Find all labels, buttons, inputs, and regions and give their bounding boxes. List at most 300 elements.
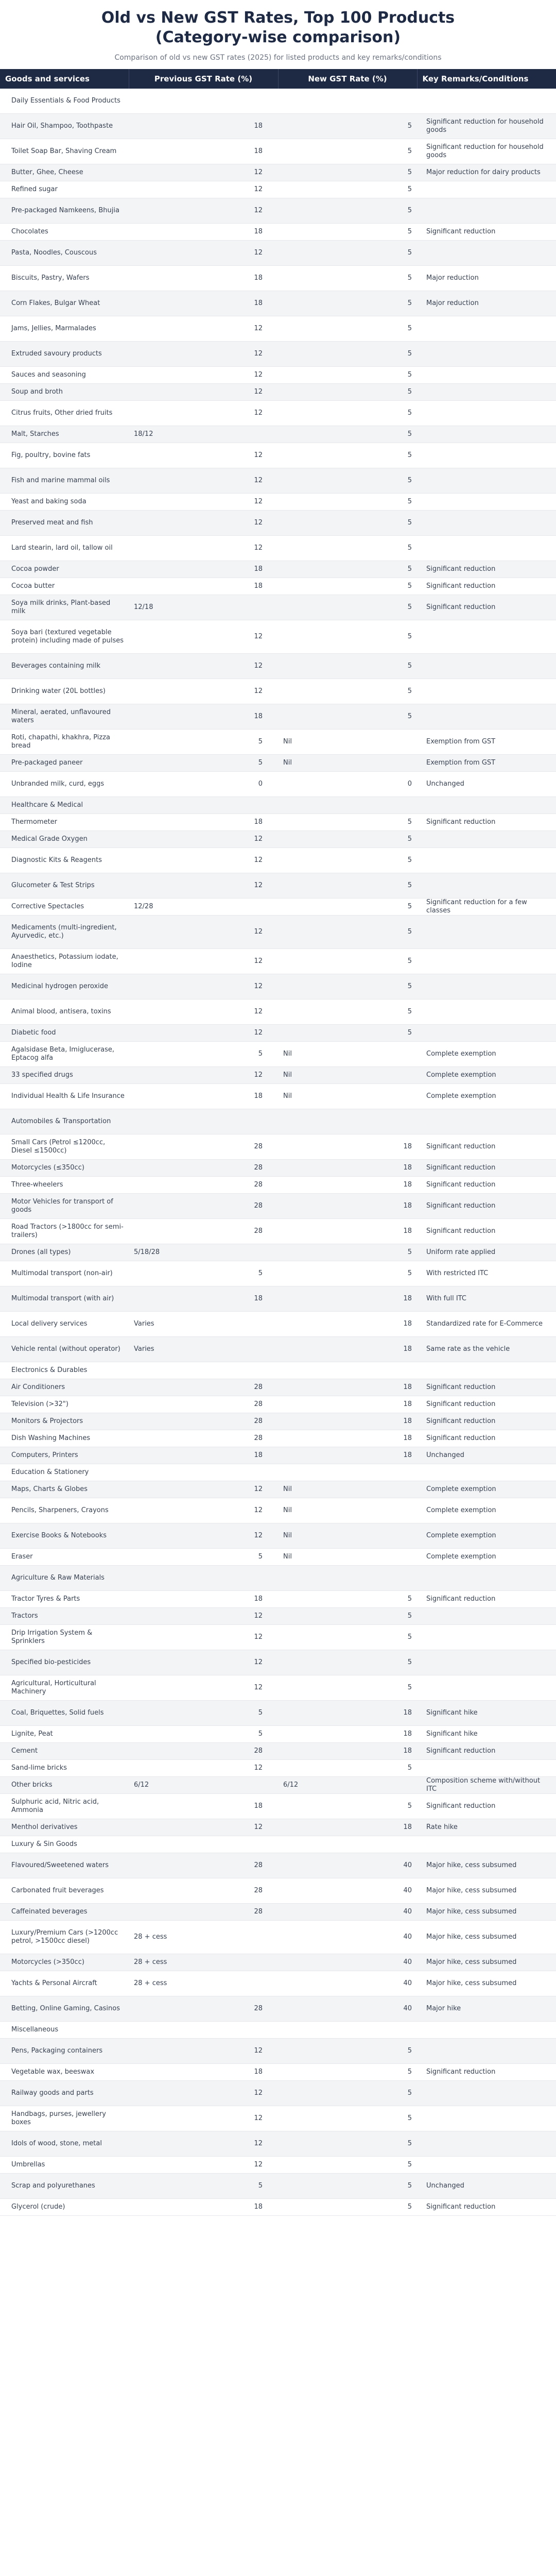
cell-remarks: Complete exemption: [417, 1067, 556, 1084]
previous-rate-text: [134, 2089, 196, 2097]
cell-previous-rate: [129, 1498, 278, 1523]
previous-rate-text: [134, 1747, 196, 1755]
new-rate-value: 5: [407, 957, 412, 965]
cell-remarks: Standardized rate for E-Commerce: [417, 1312, 556, 1337]
new-rate-text: [283, 2068, 355, 2076]
cell-previous-rate: [129, 1549, 278, 1566]
previous-rate-value: 28: [254, 1400, 263, 1408]
cell-new-rate: [278, 1177, 417, 1194]
table-row: [0, 595, 556, 620]
previous-rate-value: 12: [254, 1684, 263, 1691]
previous-rate-text: [134, 738, 196, 746]
cell-new-rate: [278, 1362, 417, 1379]
new-rate-value: 5: [407, 903, 412, 910]
cell-goods: Agriculture & Raw Materials: [0, 1566, 129, 1591]
new-rate-text: Nil: [283, 1553, 292, 1561]
cell-new-rate: [278, 899, 417, 916]
table-row: [0, 1591, 556, 1608]
cell-new-rate: [278, 266, 417, 291]
cell-goods: Sand-lime bricks: [0, 1760, 129, 1777]
cell-goods: Air Conditioners: [0, 1379, 129, 1396]
previous-rate-value: 18: [254, 1295, 263, 1302]
new-rate-value: 5: [407, 662, 412, 670]
table-row: [0, 2131, 556, 2157]
cell-new-rate: [278, 1244, 417, 1261]
previous-rate-value: [196, 903, 263, 911]
table-row: [0, 1853, 556, 1878]
cell-goods: Sauces and seasoning: [0, 367, 129, 384]
new-rate-text: [283, 1633, 355, 1641]
cell-new-rate: [278, 164, 417, 181]
cell-previous-rate: [129, 511, 278, 536]
cell-new-rate: [278, 1650, 417, 1675]
new-rate-value: 5: [407, 928, 412, 936]
new-rate-text: [283, 1684, 355, 1692]
table-row: [0, 1954, 556, 1971]
previous-rate-value: 12: [254, 662, 263, 670]
cell-remarks: Significant reduction: [417, 224, 556, 241]
cell-previous-rate: [129, 316, 278, 342]
cell-remarks: Complete exemption: [417, 1084, 556, 1109]
previous-rate-value: 12: [254, 1612, 263, 1620]
previous-rate-value: 12: [254, 207, 263, 214]
cell-goods: Corrective Spectacles: [0, 899, 129, 916]
previous-rate-value: [196, 1248, 263, 1257]
cell-goods: Pre-packaged paneer: [0, 755, 129, 772]
table-row: [0, 1177, 556, 1194]
previous-rate-text: [134, 2182, 196, 2190]
new-rate-text: [283, 371, 355, 379]
new-rate-value: [355, 1532, 412, 1540]
previous-rate-text: [134, 1451, 196, 1460]
previous-rate-value: 5: [258, 1553, 263, 1561]
cell-new-rate: [278, 949, 417, 974]
new-rate-text: [283, 982, 355, 991]
previous-rate-text: [134, 1417, 196, 1426]
cell-previous-rate: [129, 1904, 278, 1921]
new-rate-value: [355, 1050, 412, 1058]
previous-rate-text: [134, 818, 196, 826]
cell-remarks: [417, 181, 556, 198]
cell-previous-rate: [129, 704, 278, 730]
cell-previous-rate: [129, 2131, 278, 2157]
cell-previous-rate: [129, 1134, 278, 1160]
table-row: [0, 139, 556, 164]
cell-new-rate: [278, 1566, 417, 1591]
cell-new-rate: [278, 873, 417, 899]
cell-remarks: [417, 848, 556, 873]
cell-previous-rate: [129, 1194, 278, 1219]
previous-rate-value: [196, 603, 263, 612]
new-rate-text: [283, 903, 355, 911]
previous-rate-value: 18: [254, 818, 263, 826]
previous-rate-value: 12: [254, 168, 263, 176]
new-rate-text: [283, 957, 355, 965]
previous-rate-text: Varies: [134, 1320, 154, 1328]
table-row: [0, 1244, 556, 1261]
cell-goods: Agricultural, Horticultural Machinery: [0, 1675, 129, 1701]
new-rate-value: 5: [407, 1658, 412, 1666]
new-rate-value: [355, 738, 412, 746]
previous-rate-text: [134, 957, 196, 965]
cell-remarks: [417, 536, 556, 561]
cell-remarks: [417, 2131, 556, 2157]
cell-previous-rate: [129, 974, 278, 999]
new-rate-text: [283, 1730, 355, 1738]
cell-remarks: [417, 1836, 556, 1853]
previous-rate-value: 28: [254, 1417, 263, 1425]
new-rate-value: 18: [403, 1417, 412, 1425]
cell-goods: Motorcycles (>350cc): [0, 1954, 129, 1971]
cell-goods: Yachts & Personal Aircraft: [0, 1971, 129, 1996]
new-rate-value: [355, 1485, 412, 1494]
new-rate-text: Nil: [283, 1485, 292, 1493]
cell-new-rate: [278, 426, 417, 443]
cell-new-rate: [278, 1134, 417, 1160]
cell-goods: Menthol derivatives: [0, 1819, 129, 1836]
cell-new-rate: [278, 999, 417, 1025]
previous-rate-value: 5: [258, 1730, 263, 1738]
header-row: [0, 69, 556, 89]
cell-previous-rate: [129, 916, 278, 949]
previous-rate-text: [134, 565, 196, 573]
cell-goods: Individual Health & Life Insurance: [0, 1084, 129, 1109]
new-rate-value: 5: [407, 207, 412, 214]
cell-new-rate: [278, 241, 417, 266]
cell-new-rate: [278, 1996, 417, 2022]
new-rate-value: 5: [407, 2047, 412, 2055]
new-rate-text: [283, 1029, 355, 1037]
new-rate-text: [283, 1181, 355, 1189]
cell-remarks: Unchanged: [417, 1447, 556, 1464]
cell-previous-rate: [129, 1971, 278, 1996]
new-rate-value: 5: [407, 1269, 412, 1277]
previous-rate-text: [134, 1709, 196, 1717]
cell-previous-rate: [129, 224, 278, 241]
table-row: [0, 561, 556, 578]
new-rate-value: 5: [407, 835, 412, 843]
previous-rate-value: 12: [254, 2161, 263, 2168]
previous-rate-value: 12: [254, 388, 263, 396]
previous-rate-value: 12: [254, 2140, 263, 2147]
cell-remarks: Significant reduction: [417, 1743, 556, 1760]
cell-remarks: Significant hike: [417, 1701, 556, 1726]
cell-previous-rate: [129, 1743, 278, 1760]
new-rate-text: [283, 430, 355, 438]
table-row: [0, 1464, 556, 1481]
previous-rate-text: [134, 1633, 196, 1641]
new-rate-text: [283, 1248, 355, 1257]
previous-rate-text: [134, 1383, 196, 1392]
new-rate-text: Nil: [283, 1071, 292, 1079]
previous-rate-text: [134, 2068, 196, 2076]
cell-remarks: Major reduction: [417, 266, 556, 291]
cell-previous-rate: [129, 2064, 278, 2081]
new-rate-value: 5: [407, 185, 412, 193]
cell-previous-rate: [129, 1777, 278, 1794]
cell-goods: Cocoa butter: [0, 578, 129, 595]
previous-rate-text: [134, 835, 196, 843]
previous-rate-value: [196, 1345, 263, 1353]
cell-new-rate: [278, 1819, 417, 1836]
cell-remarks: [417, 89, 556, 114]
cell-new-rate: [278, 224, 417, 241]
previous-rate-value: 18: [254, 2068, 263, 2076]
cell-goods: Medicinal hydrogen peroxide: [0, 974, 129, 999]
previous-rate-value: 18: [254, 713, 263, 720]
previous-rate-value: 12: [254, 1823, 263, 1831]
new-rate-text: [283, 1958, 355, 1967]
new-rate-text: [283, 818, 355, 826]
table-row: [0, 1447, 556, 1464]
cell-remarks: [417, 679, 556, 704]
previous-rate-value: 12: [254, 882, 263, 889]
table-row: [0, 536, 556, 561]
new-rate-text: [283, 1295, 355, 1303]
previous-rate-text: [134, 544, 196, 552]
new-rate-text: [283, 603, 355, 612]
cell-previous-rate: [129, 1464, 278, 1481]
previous-rate-value: 12: [254, 325, 263, 332]
cell-goods: Motorcycles (≤350cc): [0, 1160, 129, 1177]
header-new-rate: New GST Rate (%): [278, 69, 417, 89]
new-rate-value: 5: [407, 2182, 412, 2190]
new-rate-value: 5: [407, 519, 412, 527]
cell-goods: Tractors: [0, 1608, 129, 1625]
cell-previous-rate: [129, 1954, 278, 1971]
cell-new-rate: [278, 384, 417, 401]
cell-goods: Local delivery services: [0, 1312, 129, 1337]
new-rate-value: 18: [403, 1400, 412, 1408]
previous-rate-text: 28 + cess: [134, 1933, 167, 1941]
cell-goods: Education & Stationery: [0, 1464, 129, 1481]
table-row: [0, 224, 556, 241]
cell-goods: Anaesthetics, Potassium iodate, Iodine: [0, 949, 129, 974]
table-row: [0, 1701, 556, 1726]
new-rate-value: 5: [407, 818, 412, 826]
previous-rate-value: [196, 1979, 263, 1988]
cell-new-rate: [278, 974, 417, 999]
cell-previous-rate: [129, 2174, 278, 2199]
cell-remarks: Significant reduction: [417, 595, 556, 620]
new-rate-value: 5: [407, 2161, 412, 2168]
previous-rate-text: 12/18: [134, 603, 153, 611]
table-row: [0, 2106, 556, 2131]
previous-rate-text: [134, 409, 196, 417]
new-rate-text: [283, 2203, 355, 2211]
new-rate-value: 5: [407, 1248, 412, 1256]
new-rate-text: [283, 1143, 355, 1151]
cell-new-rate: [278, 1726, 417, 1743]
new-rate-text: [283, 687, 355, 696]
cell-remarks: Major hike, cess subsumed: [417, 1853, 556, 1878]
cell-remarks: [417, 2081, 556, 2106]
cell-remarks: [417, 443, 556, 468]
previous-rate-text: [134, 1764, 196, 1772]
previous-rate-text: [134, 519, 196, 527]
new-rate-value: 5: [407, 1029, 412, 1037]
cell-previous-rate: [129, 2039, 278, 2064]
new-rate-value: 5: [407, 249, 412, 257]
cell-remarks: Complete exemption: [417, 1042, 556, 1067]
cell-new-rate: [278, 139, 417, 164]
table-row: [0, 1743, 556, 1760]
cell-goods: Butter, Ghee, Cheese: [0, 164, 129, 181]
new-rate-value: 5: [407, 2114, 412, 2122]
cell-new-rate: [278, 848, 417, 873]
table-row: [0, 241, 556, 266]
cell-goods: Drinking water (20L bottles): [0, 679, 129, 704]
table-row: [0, 730, 556, 755]
cell-new-rate: [278, 1160, 417, 1177]
cell-previous-rate: [129, 772, 278, 797]
cell-remarks: [417, 342, 556, 367]
cell-new-rate: [278, 831, 417, 848]
cell-new-rate: [278, 2039, 417, 2064]
new-rate-value: 5: [407, 325, 412, 332]
new-rate-value: 40: [403, 1979, 412, 1987]
cell-new-rate: [278, 1337, 417, 1362]
cell-previous-rate: [129, 730, 278, 755]
cell-goods: Soya bari (textured vegetable protein) including made of pulses: [0, 620, 129, 654]
new-rate-text: [283, 1823, 355, 1832]
previous-rate-value: 28: [254, 1164, 263, 1172]
table-row: [0, 443, 556, 468]
cell-goods: Pens, Packaging containers: [0, 2039, 129, 2064]
new-rate-text: [283, 856, 355, 865]
cell-remarks: Major hike: [417, 1996, 556, 2022]
cell-remarks: [417, 2106, 556, 2131]
previous-rate-text: [134, 982, 196, 991]
cell-goods: Railway goods and parts: [0, 2081, 129, 2106]
new-rate-text: [283, 1612, 355, 1620]
cell-remarks: Exemption from GST: [417, 730, 556, 755]
cell-remarks: [417, 2157, 556, 2174]
cell-remarks: Significant reduction for a few classes: [417, 899, 556, 916]
previous-rate-text: [134, 2140, 196, 2148]
cell-new-rate: [278, 755, 417, 772]
table-header: [0, 69, 556, 89]
previous-rate-value: 18: [254, 1595, 263, 1603]
cell-remarks: Significant reduction: [417, 814, 556, 831]
previous-rate-text: [134, 274, 196, 282]
cell-remarks: [417, 241, 556, 266]
new-rate-value: 5: [407, 882, 412, 889]
previous-rate-text: [134, 350, 196, 358]
cell-remarks: Same rate as the vehicle: [417, 1337, 556, 1362]
cell-goods: Scrap and polyurethanes: [0, 2174, 129, 2199]
new-rate-value: 5: [407, 299, 412, 307]
cell-previous-rate: [129, 139, 278, 164]
previous-rate-text: [134, 1485, 196, 1494]
previous-rate-text: [134, 662, 196, 670]
cell-previous-rate: [129, 89, 278, 114]
new-rate-value: 18: [403, 1202, 412, 1210]
cell-goods: Electronics & Durables: [0, 1362, 129, 1379]
new-rate-value: 40: [403, 2005, 412, 2012]
cell-goods: Drones (all types): [0, 1244, 129, 1261]
previous-rate-value: 12: [254, 249, 263, 257]
previous-rate-value: 12: [254, 185, 263, 193]
cell-previous-rate: [129, 1430, 278, 1447]
cell-new-rate: [278, 1675, 417, 1701]
new-rate-value: 5: [407, 1802, 412, 1810]
cell-goods: Fish and marine mammal oils: [0, 468, 129, 494]
previous-rate-value: 28: [254, 1887, 263, 1894]
new-rate-text: [283, 1908, 355, 1916]
cell-remarks: [417, 426, 556, 443]
previous-rate-value: 5: [258, 738, 263, 745]
new-rate-value: 5: [407, 2140, 412, 2147]
cell-new-rate: [278, 1261, 417, 1286]
cell-previous-rate: [129, 2199, 278, 2216]
table-row: [0, 1396, 556, 1413]
cell-new-rate: [278, 1853, 417, 1878]
cell-new-rate: [278, 1025, 417, 1042]
previous-rate-text: [134, 1164, 196, 1172]
cell-goods: Toilet Soap Bar, Shaving Cream: [0, 139, 129, 164]
previous-rate-text: [134, 633, 196, 641]
cell-remarks: Significant reduction: [417, 2199, 556, 2216]
new-rate-value: 5: [407, 477, 412, 484]
table-row: [0, 1625, 556, 1650]
new-rate-text: [283, 1933, 355, 1941]
previous-rate-text: [134, 1861, 196, 1870]
new-rate-value: 40: [403, 1933, 412, 1941]
previous-rate-text: [134, 1400, 196, 1409]
previous-rate-value: 12: [254, 498, 263, 505]
cell-previous-rate: [129, 1447, 278, 1464]
cell-remarks: [417, 1760, 556, 1777]
cell-remarks: Composition scheme with/without ITC: [417, 1777, 556, 1794]
new-rate-value: 18: [403, 1730, 412, 1738]
new-rate-value: 18: [403, 1345, 412, 1353]
new-rate-text: [283, 1383, 355, 1392]
cell-previous-rate: [129, 595, 278, 620]
previous-rate-value: 18: [254, 1092, 263, 1100]
cell-remarks: [417, 704, 556, 730]
new-rate-value: 5: [407, 388, 412, 396]
new-rate-text: [283, 1345, 355, 1353]
cell-new-rate: [278, 1286, 417, 1312]
cell-new-rate: [278, 1549, 417, 1566]
previous-rate-value: 12: [254, 409, 263, 417]
cell-new-rate: [278, 1760, 417, 1777]
new-rate-value: 5: [407, 371, 412, 379]
new-rate-text: [283, 882, 355, 890]
cell-goods: Cocoa powder: [0, 561, 129, 578]
cell-previous-rate: [129, 1413, 278, 1430]
cell-new-rate: [278, 1498, 417, 1523]
cell-goods: Luxury & Sin Goods: [0, 1836, 129, 1853]
cell-new-rate: [278, 1379, 417, 1396]
previous-rate-value: 12: [254, 2047, 263, 2055]
cell-goods: Jams, Jellies, Marmalades: [0, 316, 129, 342]
cell-previous-rate: [129, 1067, 278, 1084]
cell-previous-rate: [129, 494, 278, 511]
previous-rate-text: [134, 1908, 196, 1916]
cell-goods: Diagnostic Kits & Reagents: [0, 848, 129, 873]
new-rate-text: [283, 2114, 355, 2123]
previous-rate-text: [134, 582, 196, 590]
new-rate-value: [355, 1092, 412, 1100]
new-rate-text: Nil: [283, 1050, 292, 1058]
cell-remarks: [417, 873, 556, 899]
table-row: [0, 1337, 556, 1362]
cell-new-rate: [278, 2106, 417, 2131]
previous-rate-value: 28: [254, 1908, 263, 1916]
new-rate-value: 18: [403, 1181, 412, 1189]
